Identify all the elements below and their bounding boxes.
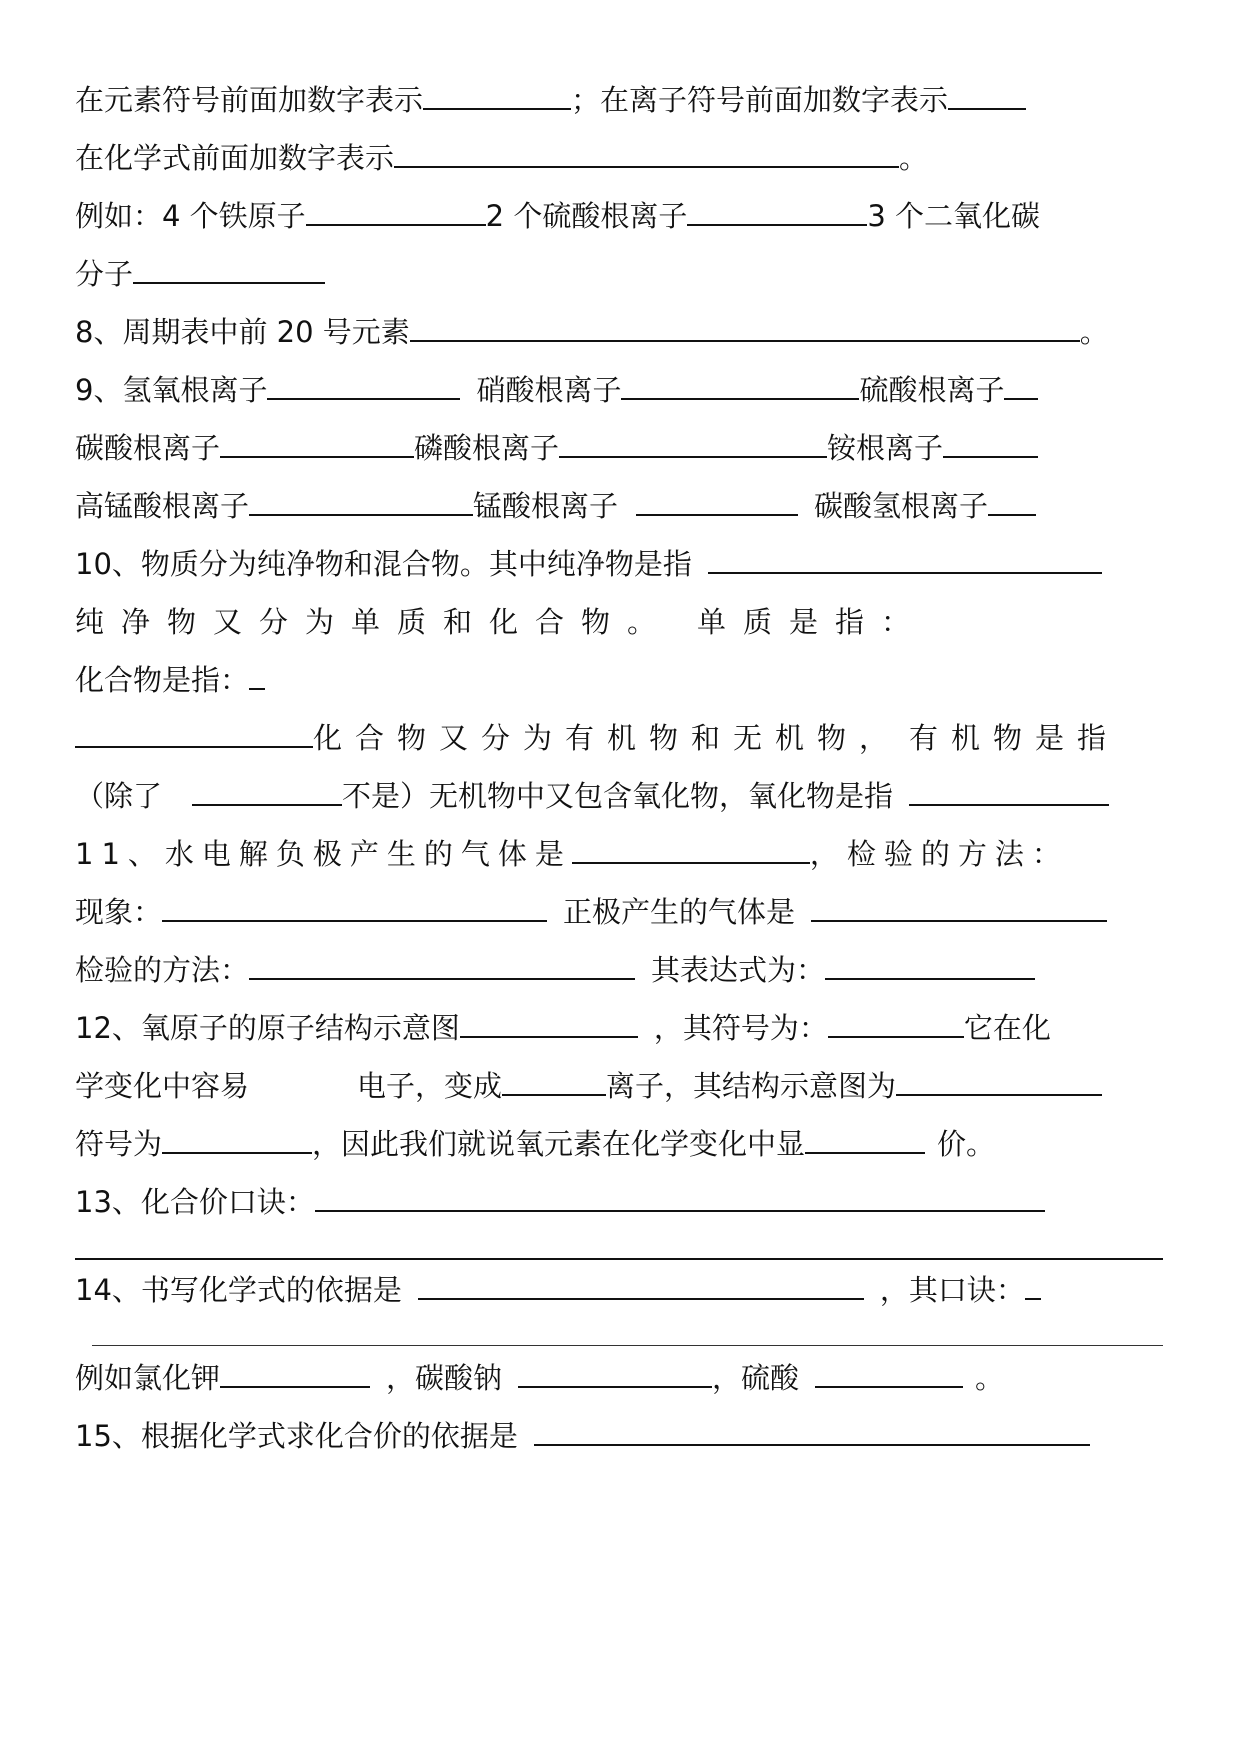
blank[interactable]	[220, 430, 414, 458]
blank[interactable]	[825, 952, 1035, 980]
blank[interactable]	[534, 1418, 1090, 1446]
line-ions-2: 碳酸根离子 磷酸根离子 铵根离子	[75, 428, 1038, 468]
answer-line[interactable]	[92, 1345, 1163, 1346]
blank[interactable]	[502, 1068, 606, 1096]
line-chemical-change: 学变化中容易 电子，变成 离子，其结构示意图为	[75, 1066, 1102, 1106]
line-substance-types: 纯净物又分为单质和化合物。 单质是指：	[75, 605, 928, 639]
blank[interactable]	[815, 1360, 963, 1388]
blank[interactable]	[518, 1360, 712, 1388]
line-compound: 化合物是指：	[75, 660, 265, 700]
line-test-method: 检验的方法： 其表达式为：	[75, 950, 1035, 990]
blank[interactable]	[909, 778, 1109, 806]
blank[interactable]	[943, 430, 1038, 458]
blank[interactable]	[559, 430, 827, 458]
blank[interactable]	[423, 82, 571, 110]
blank[interactable]	[249, 662, 265, 690]
line-ions-3: 高锰酸根离子 锰酸根离子 碳酸氢根离子	[75, 486, 1036, 526]
line-phenomenon: 现象： 正极产生的气体是	[75, 892, 1107, 932]
blank[interactable]	[687, 198, 867, 226]
blank[interactable]	[192, 778, 342, 806]
question-11: 11、水电解负极产生的气体是 ，检验的方法：	[75, 837, 1069, 871]
blank[interactable]	[988, 488, 1036, 516]
line-formula-number: 在化学式前面加数字表示 。	[75, 141, 929, 175]
blank[interactable]	[828, 1010, 964, 1038]
blank[interactable]	[249, 488, 473, 516]
blank[interactable]	[896, 1068, 1102, 1096]
question-14: 14、书写化学式的依据是 ，其口诀：	[75, 1270, 1041, 1310]
blank[interactable]	[621, 372, 859, 400]
line-oxide: （除了 不是）无机物中又包含氧化物，氧化物是指	[75, 776, 1109, 816]
blank[interactable]	[811, 894, 1107, 922]
blank[interactable]	[249, 952, 635, 980]
blank[interactable]	[220, 1360, 370, 1388]
blank[interactable]	[460, 1010, 638, 1038]
blank[interactable]	[162, 894, 547, 922]
blank[interactable]	[572, 836, 810, 864]
blank[interactable]	[75, 720, 313, 748]
line-valence: 符号为 ，因此我们就说氧元素在化学变化中显 价。	[75, 1127, 996, 1161]
question-10: 10、物质分为纯净物和混合物。其中纯净物是指	[75, 544, 1102, 584]
answer-line[interactable]	[75, 1258, 1163, 1260]
line-molecule: 分子	[75, 254, 325, 294]
blank[interactable]	[418, 1272, 864, 1300]
blank[interactable]	[267, 372, 460, 400]
line-element-symbol-number: 在元素符号前面加数字表示 ；在离子符号前面加数字表示	[75, 80, 1026, 120]
blank[interactable]	[636, 488, 798, 516]
line-formula-examples: 例如氯化钾 ，碳酸钠 ，硫酸 。	[75, 1361, 1005, 1395]
blank[interactable]	[948, 82, 1026, 110]
blank[interactable]	[708, 546, 1102, 574]
blank[interactable]	[805, 1126, 925, 1154]
blank[interactable]	[1004, 372, 1038, 400]
blank[interactable]	[1025, 1272, 1041, 1300]
blank[interactable]	[394, 140, 899, 168]
question-12: 12、氧原子的原子结构示意图 ，其符号为： 它在化	[75, 1011, 1051, 1045]
line-organic: 化合物又分为有机物和无机物， 有机物是指	[75, 718, 1119, 758]
question-9: 9、氢氧根离子 硝酸根离子 硫酸根离子	[75, 370, 1038, 410]
line-example-atoms: 例如：4 个铁原子 2 个硫酸根离子 3 个二氧化碳	[75, 199, 1041, 233]
question-8: 8、周期表中前 20 号元素 。	[75, 315, 1109, 349]
blank[interactable]	[162, 1126, 312, 1154]
question-13: 13、化合价口诀：	[75, 1182, 1045, 1222]
blank[interactable]	[306, 198, 486, 226]
blank[interactable]	[410, 314, 1080, 342]
question-15: 15、根据化学式求化合价的依据是	[75, 1416, 1090, 1456]
blank[interactable]	[133, 256, 325, 284]
blank[interactable]	[315, 1184, 1045, 1212]
